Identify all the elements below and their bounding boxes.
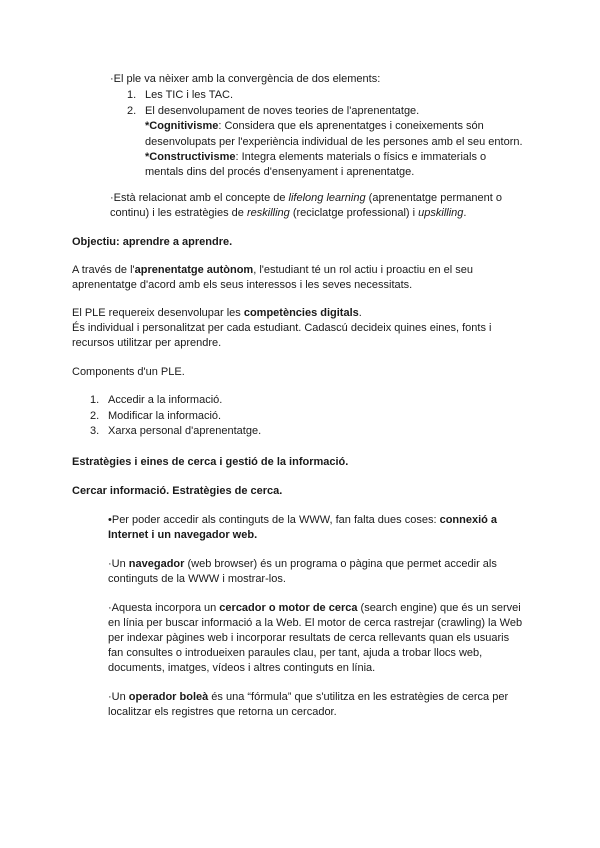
bold-term: cercador o motor de cerca [219, 602, 358, 614]
cercador-paragraph-2: en línia per buscar informació a la Web. El motor de cerca rastrejar (crawling) la Web [108, 617, 523, 629]
cognitivisme-line [145, 118, 484, 134]
text-run: ·Un [108, 558, 129, 570]
text-run: . [463, 207, 467, 219]
cercador-paragraph-3: per indexar pàgines web i incorporar resultats de cerca rellevants quan els usuaris [108, 632, 510, 644]
text-run: aprenentatge d'acord amb els seus interessos i les seves necessitats. [72, 279, 413, 291]
bold-term: navegador [128, 558, 185, 570]
list-number: 2. [127, 105, 137, 117]
list-number: 1. [90, 394, 100, 406]
list-number: 2. [90, 410, 100, 422]
bold-term: operador boleà [128, 691, 209, 703]
constructivisme-line [145, 149, 486, 165]
text-run: recursos utilitzar per aprendre. [72, 337, 222, 349]
autonom-paragraph [72, 262, 473, 278]
constructivisme-text: : Integra elements materials o físics e immaterials o [235, 151, 487, 163]
list-item [127, 87, 136, 103]
access-paragraph-2: Internet i un navegador web. [108, 529, 258, 541]
text-run: ·Aquesta incorpora un [108, 602, 220, 614]
list-item-text [145, 103, 419, 119]
text-run: (aprenentatge permanent o [365, 192, 502, 204]
access-paragraph [108, 512, 497, 528]
cognitivisme-label: *Cognitivisme [145, 120, 219, 132]
intro-text: ·El ple va nèixer amb la convergència de dos elements: [110, 73, 381, 85]
list-item [127, 103, 136, 119]
heading-cercar: Cercar informació. Estratègies de cerca. [72, 485, 283, 497]
text-run: El PLE requereix desenvolupar les [72, 307, 244, 319]
italic-term: reskilling [246, 207, 290, 219]
text-run: . [358, 307, 362, 319]
list-item-text [145, 87, 233, 103]
list-text: Les TIC i les TAC. [145, 89, 234, 101]
text-run: •Per poder accedir als continguts de la WWW, fan falta dues coses: [108, 514, 440, 526]
text-run: (web browser) és un programa o pàgina que permet accedir als [184, 558, 497, 570]
text-run: A través de l' [72, 264, 135, 276]
italic-term: lifelong learning [288, 192, 366, 204]
text-run: ·Un [108, 691, 129, 703]
operador-paragraph-2: localitzar els registres que retorna un cercador. [108, 706, 337, 718]
bold-term: aprenentatge autònom [134, 264, 254, 276]
text-run: (reciclatge professional) i [289, 207, 419, 219]
constructivisme-label: *Constructivisme [145, 151, 236, 163]
autonom-paragraph-2 [72, 277, 412, 293]
ple-paragraph-3 [72, 335, 221, 351]
lifelong-paragraph-2 [110, 205, 466, 221]
operador-paragraph [108, 689, 508, 705]
cognitivisme-line-2 [145, 134, 523, 150]
heading-objectiu: Objectiu: aprendre a aprendre. [72, 236, 233, 248]
heading-estrategies: Estratègies i eines de cerca i gestió de la informació. [72, 456, 349, 468]
text-run: ·Està relacionat amb el concepte de [110, 192, 289, 204]
text-run: continu) i les estratègies de [110, 207, 247, 219]
list-text: Accedir a la informació. [108, 394, 223, 406]
constructivisme-line-2 [145, 164, 414, 180]
list-number: 1. [127, 89, 137, 101]
list-text: Xarxa personal d'aprenentatge. [108, 425, 262, 437]
bold-term: connexió a [439, 514, 498, 526]
text-run: és una “fórmula” que s'utilitza en les estratègies de cerca per [208, 691, 509, 703]
cercador-paragraph-5: documents, imatges, vídeos i altres continguts en línia. [108, 662, 376, 674]
text-run: (search engine) que és un servei [357, 602, 521, 614]
text-run: , l'estudiant té un rol actiu i proactiu en el seu [253, 264, 474, 276]
constructivisme-text: mentals dins del procés d'ensenyament i aprenentatge. [145, 166, 415, 178]
text-run: És individual i personalitzat per cada estudiant. Cadascú decideix quines eines, fonts i [72, 322, 492, 334]
list-text: Modificar la informació. [108, 410, 222, 422]
list-number: 3. [90, 425, 100, 437]
ple-paragraph [72, 305, 362, 321]
lifelong-paragraph [110, 190, 502, 206]
navegador-paragraph [108, 556, 497, 572]
italic-term: upskilling [418, 207, 464, 219]
cercador-paragraph [108, 600, 521, 616]
cercador-paragraph-4: fan consultes o introdueixen paraules clau, per tant, ajuda a trobar llocs web, [108, 647, 483, 659]
navegador-paragraph-2: continguts de la WWW i mostrar-los. [108, 573, 286, 585]
cognitivisme-text: : Considera que els aprenentatges i coneixements són [218, 120, 484, 132]
ple-paragraph-2 [72, 320, 491, 336]
list-text: El desenvolupament de noves teories de l'aprenentatge. [145, 105, 420, 117]
components-label: Components d'un PLE. [72, 366, 185, 378]
bold-term: competències digitals [243, 307, 359, 319]
cognitivisme-text: desenvolupats per l'experiència individual de les persones amb el seu entorn. [145, 136, 523, 148]
intro-paragraph [110, 71, 380, 87]
